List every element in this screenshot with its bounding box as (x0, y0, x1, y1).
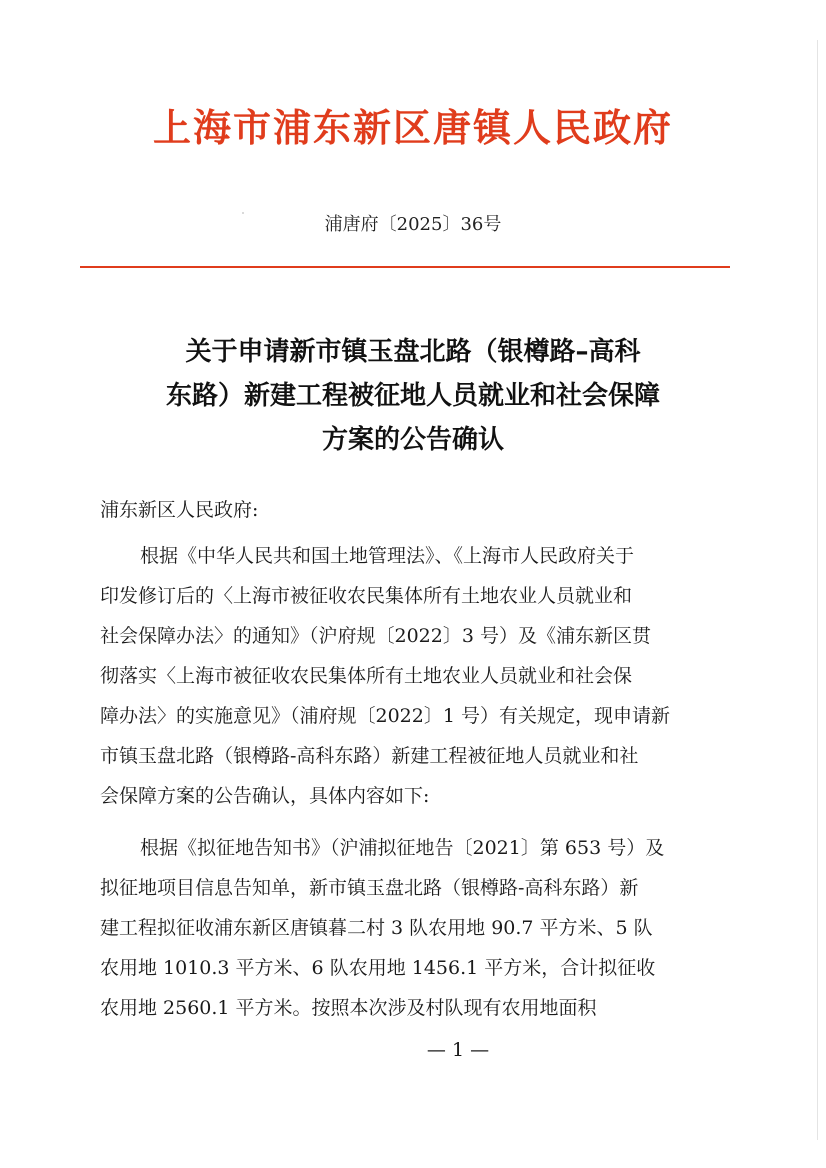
paragraph-line: 彻落实〈上海市被征收农民集体所有土地农业人员就业和社会保 (100, 665, 633, 687)
paragraph-line: 农用地 2560.1 平方米。按照本次涉及村队现有农用地面积 (100, 997, 597, 1019)
paragraph-line: 建工程拟征收浦东新区唐镇暮二村 3 队农用地 90.7 平方米、5 队 (100, 917, 653, 939)
paragraph-line: 拟征地项目信息告知单，新市镇玉盘北路（银樽路-高科东路）新 (100, 877, 639, 899)
paragraph-line: 根据《中华人民共和国土地管理法》、《上海市人民政府关于 (140, 545, 635, 567)
issuer-header: 上海市浦东新区唐镇人民政府 (152, 105, 673, 150)
paragraph-line: 根据《拟征地告知书》（沪浦拟征地告〔2021〕第 653 号）及 (140, 837, 665, 859)
document-number: 浦唐府〔2025〕36号 (324, 214, 502, 235)
paragraph-line: 障办法〉的实施意见》（浦府规〔2022〕1 号）有关规定，现申请新 (100, 705, 670, 727)
paragraph-line: 市镇玉盘北路（银樽路-高科东路）新建工程被征地人员就业和社 (100, 745, 639, 767)
body-paragraph-1 (100, 536, 720, 816)
body-paragraph-2 (100, 828, 720, 1028)
paragraph-line: 印发修订后的〈上海市被征收农民集体所有土地农业人员就业和 (100, 585, 633, 607)
title-line: 方案的公告确认 (321, 425, 504, 455)
red-separator-line (80, 266, 730, 268)
page-number: — 1 — (426, 1039, 490, 1061)
paragraph-line: 农用地 1010.3 平方米、6 队农用地 1456.1 平方米，合计拟征收 (100, 957, 656, 979)
scan-edge-line (817, 40, 818, 1140)
salutation: 浦东新区人民政府: (100, 499, 259, 521)
paragraph-line: 会保障方案的公告确认，具体内容如下: (100, 785, 430, 807)
document-title (60, 330, 766, 462)
paragraph-line: 社会保障办法〉的通知》（沪府规〔2022〕3 号）及《浦东新区贯 (100, 625, 651, 647)
title-line: 关于申请新市镇玉盘北路（银樽路–高科 (185, 337, 641, 367)
title-line: 东路）新建工程被征地人员就业和社会保障 (165, 381, 660, 411)
